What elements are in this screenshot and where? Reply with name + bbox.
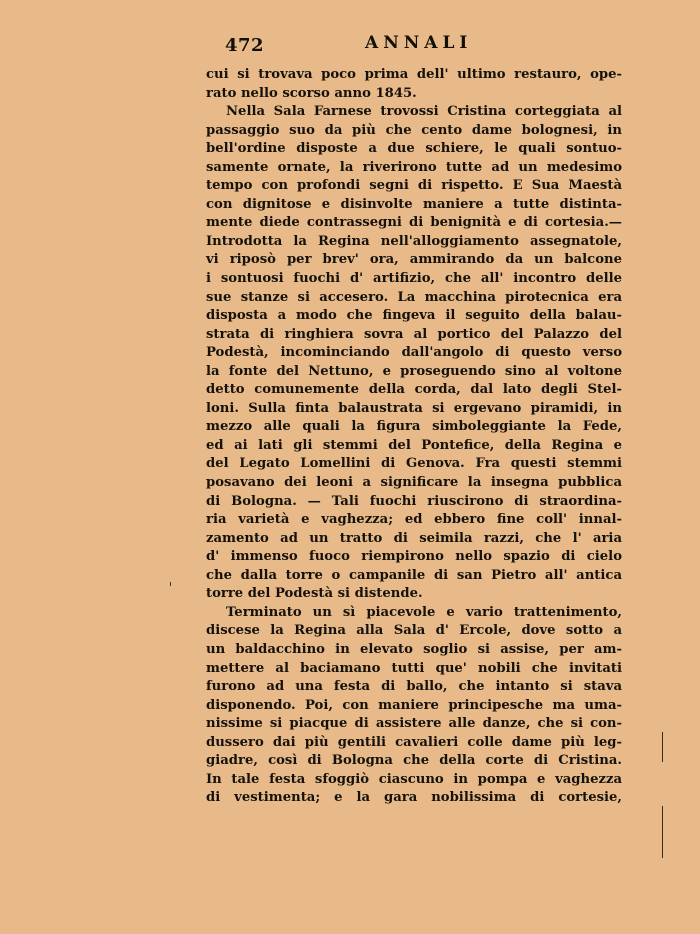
text-line: Podestà, incominciando dall'angolo di questo verso bbox=[206, 345, 622, 361]
text-line: discese la Regina alla Sala d' Ercole, dove sotto a bbox=[206, 623, 622, 639]
text-line: dussero dai più gentili cavalieri colle dame più leg- bbox=[206, 734, 622, 750]
text-line: samente ornate, la riverirono tutte ad un medesimo bbox=[206, 159, 622, 175]
text-line: detto comunemente della corda, dal lato degli Stel- bbox=[206, 382, 622, 398]
text-line: posavano dei leoni a significare la insegna pubblica bbox=[206, 475, 622, 491]
margin-rule-mark bbox=[662, 732, 663, 762]
text-line: ria varietà e vaghezza; ed ebbero fine coll' innal- bbox=[206, 512, 622, 528]
text-line: mezzo alle quali la figura simboleggiante la Fede, bbox=[206, 419, 622, 435]
text-line: Terminato un sì piacevole e vario trattenimento, bbox=[226, 604, 622, 620]
margin-speck bbox=[170, 582, 171, 586]
text-line: un baldacchino in elevato soglio si assise, per am- bbox=[206, 641, 622, 657]
text-line: loni. Sulla finta balaustrata si ergevano piramidi, in bbox=[206, 400, 622, 416]
text-line: d' immenso fuoco riempirono nello spazio di cielo bbox=[206, 549, 622, 565]
text-line: torre del Podestà si distende. bbox=[206, 586, 423, 602]
text-line: Introdotta la Regina nell'alloggiamento assegnatole, bbox=[206, 233, 622, 249]
text-line: zamento ad un tratto di seimila razzi, che l' aria bbox=[206, 530, 622, 546]
text-line: furono ad una festa di ballo, che intanto si stava bbox=[206, 679, 622, 695]
text-line: disponendo. Poi, con maniere principesche ma uma- bbox=[206, 697, 622, 713]
text-line: mente diede contrassegni di benignità e di cortesia.— bbox=[206, 215, 622, 231]
text-line: passaggio suo da più che cento dame bolognesi, in bbox=[206, 122, 622, 138]
text-line: bell'ordine disposte a due schiere, le quali sontuo- bbox=[206, 141, 622, 157]
text-line: cui si trovava poco prima dell' ultimo restauro, ope- bbox=[206, 67, 622, 82]
text-line: ed ai lati gli stemmi del Pontefice, della Regina e bbox=[206, 437, 622, 453]
text-line: i sontuosi fuochi d' artifizio, che all' incontro delle bbox=[206, 271, 622, 287]
margin-rule-mark bbox=[662, 806, 663, 858]
running-title: ANNALI bbox=[365, 33, 473, 53]
text-line: Nella Sala Farnese trovossi Cristina corteggiata al bbox=[226, 104, 622, 120]
text-line: di Bologna. — Tali fuochi riuscirono di straordina- bbox=[206, 493, 622, 509]
text-line: giadre, così di Bologna che della corte di Cristina. bbox=[206, 753, 622, 769]
text-line: nissime si piacque di assistere alle danze, che si con- bbox=[206, 716, 622, 732]
text-line: di vestimenta; e la gara nobilissima di cortesie, bbox=[206, 790, 622, 806]
body-text bbox=[206, 66, 622, 808]
text-line: In tale festa sfoggiò ciascuno in pompa e vaghezza bbox=[206, 771, 622, 787]
text-line: del Legato Lomellini di Genova. Fra questi stemmi bbox=[206, 456, 622, 472]
text-line: rato nello scorso anno 1845. bbox=[206, 85, 417, 101]
text-line: mettere al baciamano tutti que' nobili che invitati bbox=[206, 660, 622, 676]
text-line: che dalla torre o campanile di san Pietro all' antica bbox=[206, 567, 622, 583]
text-line: disposta a modo che fingeva il seguito della balau- bbox=[206, 308, 622, 324]
text-line: tempo con profondi segni di rispetto. E Sua Maestà bbox=[206, 178, 622, 194]
text-line: sue stanze si accesero. La macchina pirotecnica era bbox=[206, 289, 622, 305]
text-line: vi riposò per brev' ora, ammirando da un balcone bbox=[206, 252, 622, 268]
text-line: con dignitose e disinvolte maniere a tutte distinta- bbox=[206, 196, 622, 212]
text-line: la fonte del Nettuno, e proseguendo sino al voltone bbox=[206, 363, 622, 379]
text-line: strata di ringhiera sovra al portico del Palazzo del bbox=[206, 326, 622, 342]
page-number: 472 bbox=[225, 35, 265, 56]
page-header bbox=[206, 33, 626, 57]
